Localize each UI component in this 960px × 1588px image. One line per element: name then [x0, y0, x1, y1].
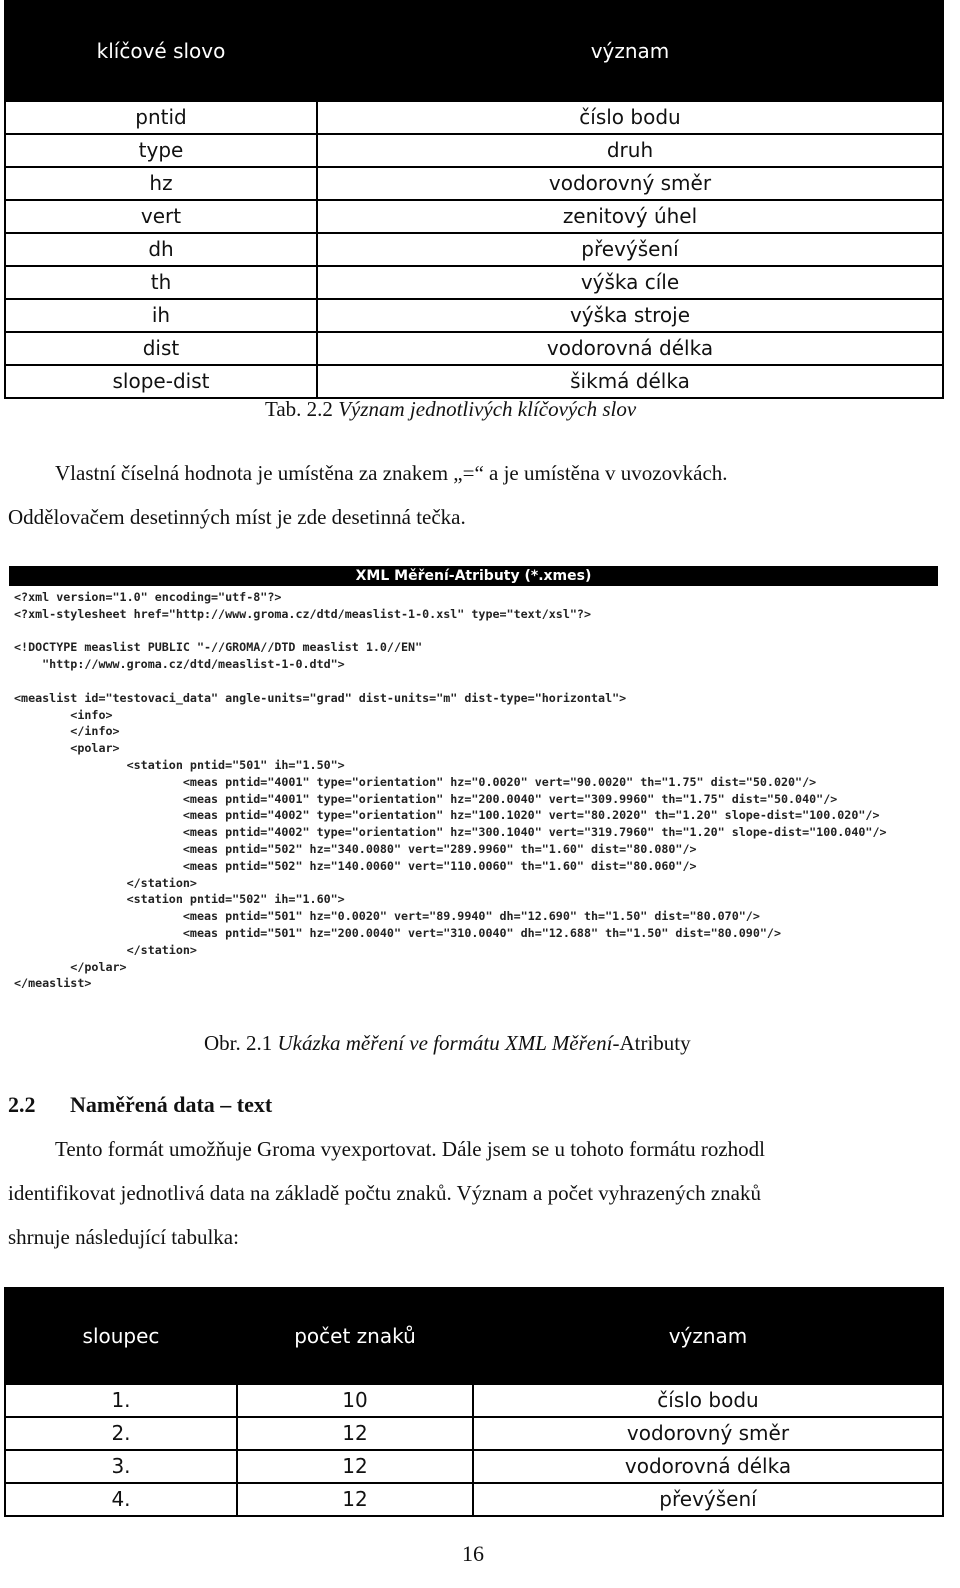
paragraph-line: shrnuje následující tabulka:	[8, 1225, 239, 1249]
code-line: <meas pntid="502" hz="340.0080" vert="289.9960" th="1.60" dist="80.080"/>	[14, 841, 697, 856]
column-table-body	[5, 1384, 943, 1516]
table-cell: 1.	[5, 1384, 237, 1417]
table-cell: th	[5, 266, 317, 299]
table-cell: 12	[237, 1450, 473, 1483]
table-cell: vodorovná délka	[473, 1450, 943, 1483]
table-cell: číslo bodu	[473, 1384, 943, 1417]
table-row	[5, 200, 943, 233]
table-cell: druh	[317, 134, 943, 167]
column-table	[4, 1287, 944, 1517]
table-row	[5, 167, 943, 200]
table-cell: zenitový úhel	[317, 200, 943, 233]
code-line: <measlist id="testovaci_data" angle-units="grad" dist-units="m" dist-type="horizontal">	[14, 690, 627, 705]
code-line: <info>	[14, 707, 113, 722]
table-row	[5, 233, 943, 266]
code-line: </station>	[14, 942, 197, 957]
paragraph-line: Oddělovačem desetinných míst je zde desetinná tečka.	[8, 505, 466, 529]
section-heading	[8, 1092, 272, 1118]
table-row	[5, 365, 943, 398]
code-line: </polar>	[14, 959, 127, 974]
table-row	[5, 266, 943, 299]
keyword-table-header	[5, 1, 943, 101]
keyword-table	[4, 0, 944, 399]
xml-figure-title: XML Měření-Atributy (*.xmes)	[9, 566, 938, 586]
table-cell: dist	[5, 332, 317, 365]
code-line	[14, 623, 938, 640]
table-cell: ih	[5, 299, 317, 332]
code-line	[14, 673, 938, 690]
table-cell: hz	[5, 167, 317, 200]
code-line: <meas pntid="501" hz="200.0040" vert="310.0040" dh="12.688" th="1.50" dist="80.090"/>	[14, 925, 781, 940]
paragraph-line: Tento formát umožňuje Groma vyexportovat. Dále jsem se u tohoto formátu rozhodl	[55, 1137, 766, 1161]
table-row	[5, 332, 943, 365]
header-char-count: počet znaků	[237, 1288, 473, 1384]
code-line: <?xml version="1.0" encoding="utf-8"?>	[14, 590, 282, 604]
table-cell: šikmá délka	[317, 365, 943, 398]
xml-figure	[9, 566, 938, 991]
paragraph-decimal-note	[8, 451, 938, 539]
table-cell: slope-dist	[5, 365, 317, 398]
figure-caption-text: Ukázka měření ve formátu XML Měření-	[277, 1031, 620, 1055]
page-number: 16	[462, 1541, 484, 1566]
table-cell: vert	[5, 200, 317, 233]
code-line: <?xml-stylesheet href="http://www.groma.cz/dtd/measlist-1-0.xsl" type="text/xsl"?>	[14, 606, 591, 621]
table-cell: 3.	[5, 1450, 237, 1483]
code-line: </station>	[14, 875, 197, 890]
section-number: 2.2	[8, 1092, 36, 1117]
table-cell: výška cíle	[317, 266, 943, 299]
header-meaning: význam	[317, 1, 943, 101]
code-line: <meas pntid="502" hz="140.0060" vert="110.0060" th="1.60" dist="80.060"/>	[14, 858, 697, 873]
code-line: </info>	[14, 724, 120, 739]
table-cell: dh	[5, 233, 317, 266]
code-line: <meas pntid="4002" type="orientation" hz="100.1020" vert="80.2020" th="1.20" slope-dist="100.020"/>	[14, 808, 880, 823]
code-line: <polar>	[14, 741, 120, 756]
table-cell: pntid	[5, 101, 317, 134]
code-line: <meas pntid="501" hz="0.0020" vert="89.9940" dh="12.690" th="1.50" dist="80.070"/>	[14, 909, 760, 924]
figure-caption-number: Obr. 2.1	[204, 1031, 273, 1055]
keyword-table-body	[5, 101, 943, 398]
table-cell: 4.	[5, 1483, 237, 1516]
paragraph-line: identifikovat jednotlivá data na základě počtu znaků. Význam a počet vyhrazených znaků	[8, 1181, 761, 1205]
table-row	[5, 1450, 943, 1483]
table-row	[5, 101, 943, 134]
figure-caption-tail: Atributy	[619, 1031, 691, 1055]
paragraph-line: Vlastní číselná hodnota je umístěna za znakem „=“ a je umístěna v uvozovkách.	[55, 461, 728, 485]
figure-caption	[204, 1031, 691, 1056]
table-caption-number: Tab. 2.2	[265, 397, 333, 421]
column-table-header	[5, 1288, 943, 1384]
table-cell: vodorovný směr	[317, 167, 943, 200]
header-meaning: význam	[473, 1288, 943, 1384]
table-cell: 10	[237, 1384, 473, 1417]
code-line: <!DOCTYPE measlist PUBLIC "-//GROMA//DTD measlist 1.0//EN"	[14, 640, 423, 655]
code-line: "http://www.groma.cz/dtd/measlist-1-0.dtd">	[14, 657, 345, 672]
code-line: <station pntid="501" ih="1.50">	[14, 757, 345, 772]
table-caption	[265, 397, 636, 422]
table-cell: převýšení	[473, 1483, 943, 1516]
table-cell: vodorovný směr	[473, 1417, 943, 1450]
table-cell: výška stroje	[317, 299, 943, 332]
code-line: <meas pntid="4001" type="orientation" hz="0.0020" vert="90.0020" th="1.75" dist="50.020"/>	[14, 774, 817, 789]
table-row	[5, 1417, 943, 1450]
table-row	[5, 299, 943, 332]
xml-code-block	[9, 586, 938, 992]
table-caption-text: Význam jednotlivých klíčových slov	[338, 397, 637, 421]
table-cell: 2.	[5, 1417, 237, 1450]
table-row	[5, 1384, 943, 1417]
header-keyword: klíčové slovo	[5, 1, 317, 101]
code-line: <station pntid="502" ih="1.60">	[14, 892, 345, 907]
table-cell: type	[5, 134, 317, 167]
table-cell: 12	[237, 1417, 473, 1450]
section-title: Naměřená data – text	[70, 1092, 273, 1117]
table-cell: převýšení	[317, 233, 943, 266]
code-line: <meas pntid="4002" type="orientation" hz="300.1040" vert="319.7960" th="1.20" slope-dist="100.040"/>	[14, 825, 887, 840]
header-column: sloupec	[5, 1288, 237, 1384]
table-cell: číslo bodu	[317, 101, 943, 134]
table-cell: vodorovná délka	[317, 332, 943, 365]
table-row	[5, 1483, 943, 1516]
code-line: </measlist>	[14, 976, 92, 991]
table-cell: 12	[237, 1483, 473, 1516]
paragraph-format-intro	[8, 1127, 938, 1259]
code-line: <meas pntid="4001" type="orientation" hz="200.0040" vert="309.9960" th="1.75" dist="50.040"/>	[14, 791, 838, 806]
table-row	[5, 134, 943, 167]
